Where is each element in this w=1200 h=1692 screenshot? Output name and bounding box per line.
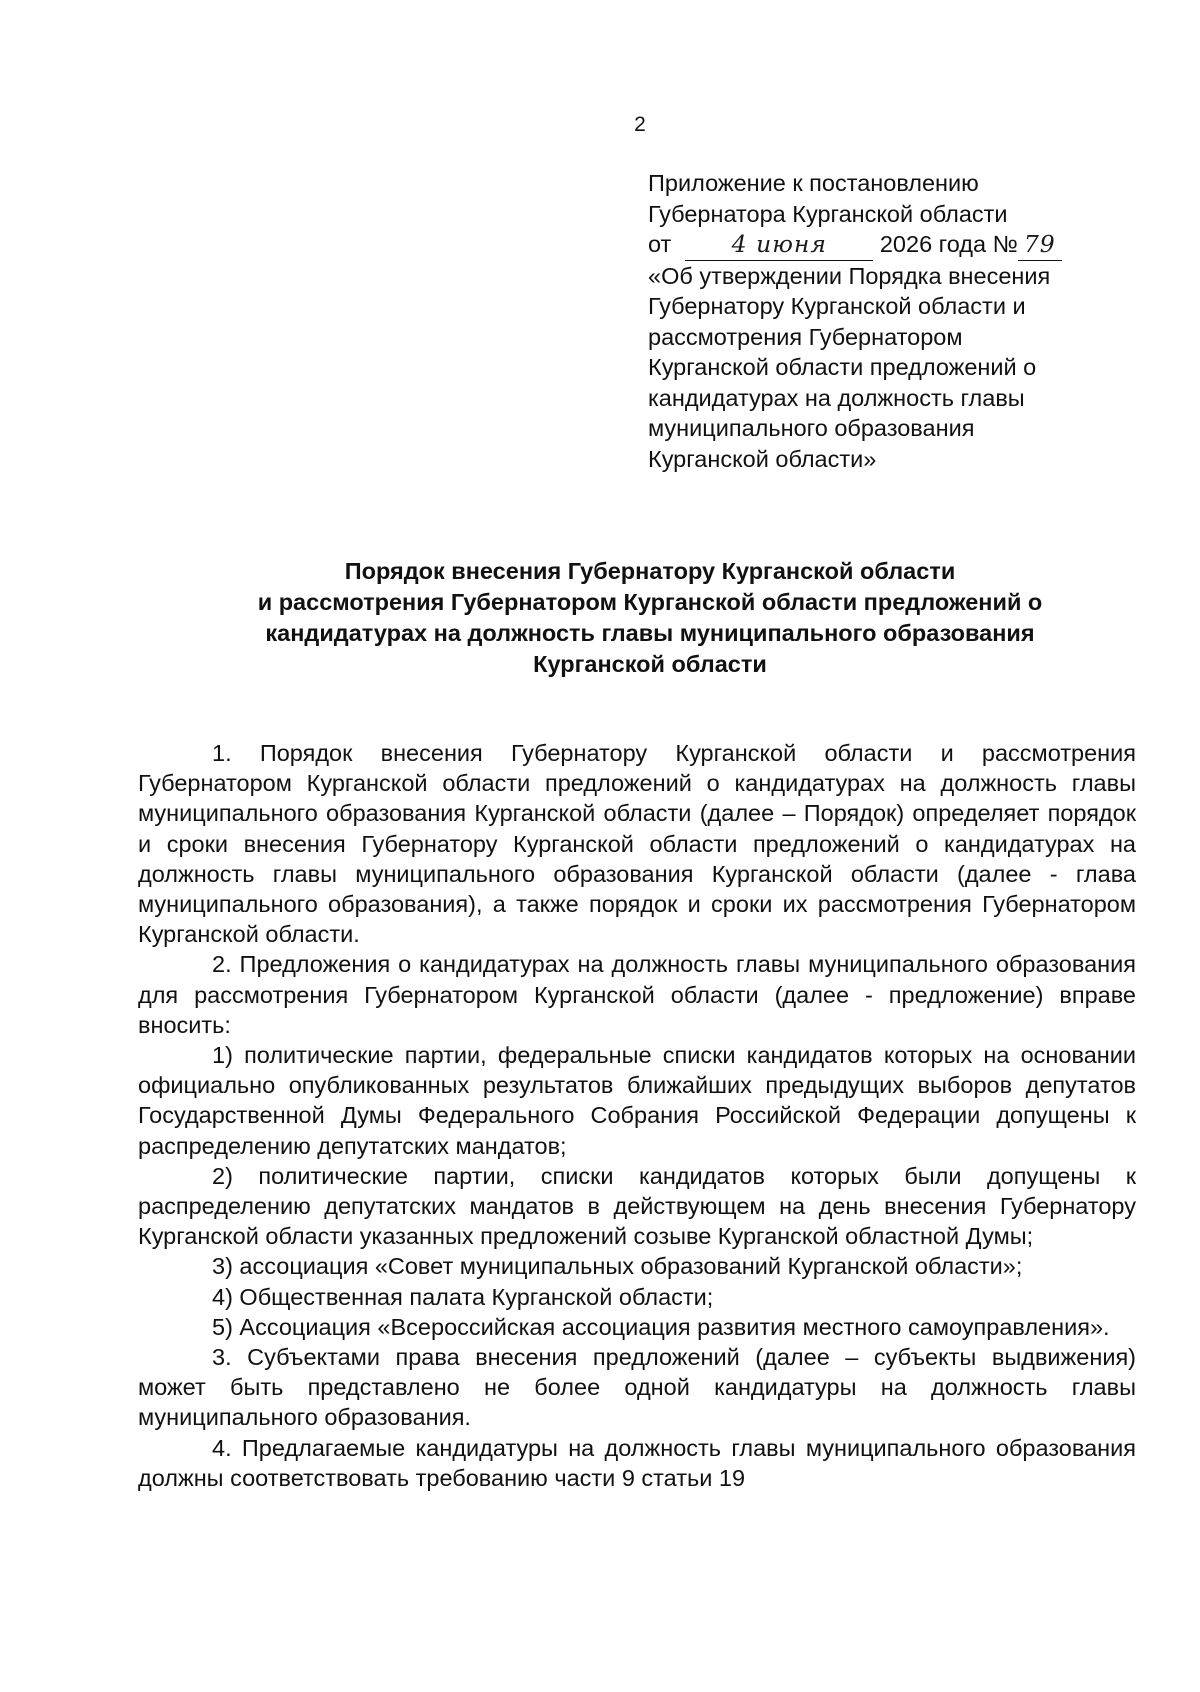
paragraph: 3. Субъектами права внесения предложений (далее – субъекты выдвижения) может быть представлено не более одной кандидатуры на должность главы муниципального образования. <box>138 1344 1136 1431</box>
title-line: Порядок внесения Губернатору Курганской области <box>344 558 956 584</box>
date-year: 2026 года № <box>879 231 1018 257</box>
annex-subject-line: муниципального образования <box>648 415 975 441</box>
paragraph: 1) политические партии, федеральные списки кандидатов которых на основании официально опубликованных результатов ближайших предыдущих выборов депутатов Государственной Думы Федерального Собрания Российской Федерации допущены к распределению депутатских мандатов; <box>138 1042 1136 1159</box>
annex-date-line <box>648 229 1108 261</box>
annex-line: Губернатора Курганской области <box>648 200 1008 227</box>
paragraph: 4. Предлагаемые кандидатуры на должность главы муниципального образования должны соответствовать требованию части 9 статьи 19 <box>138 1434 1136 1491</box>
annex-subject-line: кандидатурах на должность главы <box>648 384 1025 411</box>
annex-subject-line: Курганской области» <box>648 445 877 472</box>
handwritten-date: 4 июня <box>685 229 873 261</box>
document-body <box>138 738 1136 1493</box>
annex-subject-line: Курганской области предложений о <box>648 354 1037 380</box>
paragraph: 2) политические партии, списки кандидатов которых были допущены к распределению депутатских мандатов в действующем на день внесения Губернатору Курганской области указанных предложений созыве Курганской областной Думы; <box>138 1162 1136 1250</box>
paragraph: 3) ассоциация «Совет муниципальных образований Курганской области»; <box>212 1253 1023 1280</box>
paragraph: 5) Ассоциация «Всероссийская ассоциация развития местного самоуправления». <box>212 1313 1110 1340</box>
paragraph: 2. Предложения о кандидатурах на должность главы муниципального образования для рассмотрения Губернатором Курганской области (далее - предложение) вправе вносить: <box>138 951 1136 1038</box>
annex-subject-line: «Об утверждении Порядка внесения <box>648 262 1051 289</box>
annex-line: Приложение к постановлению <box>648 170 979 196</box>
title-line: кандидатурах на должность главы муниципального образования <box>265 620 1035 646</box>
date-prefix: от <box>648 231 672 257</box>
paragraph: 4) Общественная палата Курганской области; <box>212 1283 714 1310</box>
document-title <box>180 556 1120 680</box>
annex-subject-line: Губернатору Курганской области и <box>648 293 1026 319</box>
annex-subject-line: рассмотрения Губернатором <box>648 323 963 350</box>
title-line: Курганской области <box>533 651 767 677</box>
page-number: 2 <box>634 113 646 136</box>
title-line: и рассмотрения Губернатором Курганской области предложений о <box>257 589 1043 615</box>
handwritten-doc-number: 79 <box>1018 229 1062 261</box>
paragraph: 1. Порядок внесения Губернатору Курганской области и рассмотрения Губернатором Курганской области предложений о кандидатурах на должность главы муниципального образования Курганской области (далее – Порядок) определяет порядок и сроки внесения Губернатору Курганской области предложений о кандидатурах на должность главы муниципального образования Курганской области (далее - глава муниципального образования), а также порядок и сроки их рассмотрения Губернатором Курганской области. <box>138 740 1136 948</box>
annex-header <box>648 168 1108 474</box>
